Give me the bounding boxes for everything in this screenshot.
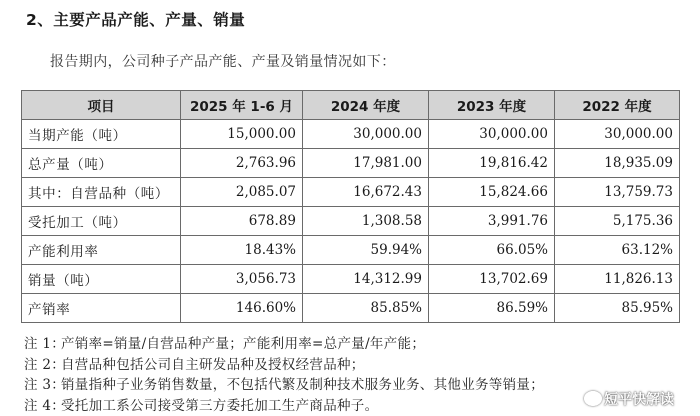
table-cell: 30,000.00: [303, 120, 429, 149]
watermark-text: 短平快解读: [604, 392, 674, 408]
table-cell: 30,000.00: [555, 120, 680, 149]
section-heading: 2、主要产品产能、产量、销量: [26, 8, 245, 30]
table-cell: 11,826.13: [555, 265, 680, 294]
table-row: [22, 265, 680, 294]
capacity-table: [21, 90, 680, 323]
row-label: 当期产能（吨）: [22, 120, 181, 149]
footnote-text: 产销率=销量/自营品种产量；产能利用率=总产量/年产能；: [61, 336, 425, 352]
table-cell: 63.12%: [555, 236, 680, 265]
table-cell: 3,991.76: [429, 207, 555, 236]
table-cell: 13,759.73: [555, 178, 680, 207]
footnote-text: 销量指种子业务销售数量，不包括代繁及制种技术服务业务、其他业务等销量；: [61, 377, 544, 393]
column-header: 项目: [22, 91, 181, 120]
table-row: [22, 236, 680, 265]
footnote-label: 注 1：: [24, 334, 61, 354]
table-cell: 15,824.66: [429, 178, 555, 207]
table-cell: 678.89: [181, 207, 303, 236]
row-label: 总产量（吨）: [22, 149, 181, 178]
column-header: 2025 年 1-6 月: [181, 91, 303, 120]
column-header: 2024 年度: [303, 91, 429, 120]
table-cell: 5,175.36: [555, 207, 680, 236]
table-cell: 14,312.99: [303, 265, 429, 294]
footnote: [24, 396, 544, 416]
row-label: 产能利用率: [22, 236, 181, 265]
row-label: 受托加工（吨）: [22, 207, 181, 236]
table-cell: 1,308.58: [303, 207, 429, 236]
footnotes: [24, 334, 544, 416]
watermark: [584, 389, 674, 409]
intro-text: 报告期内，公司种子产品产能、产量及销量情况如下：: [50, 51, 396, 71]
table-cell: 13,702.69: [429, 265, 555, 294]
row-label: 销量（吨）: [22, 265, 181, 294]
table-cell: 18.43%: [181, 236, 303, 265]
table-cell: 2,763.96: [181, 149, 303, 178]
table-cell: 15,000.00: [181, 120, 303, 149]
table-cell: 146.60%: [181, 294, 303, 323]
table-cell: 66.05%: [429, 236, 555, 265]
table-cell: 2,085.07: [181, 178, 303, 207]
footnote-label: 注 3：: [24, 375, 61, 395]
table-row: [22, 207, 680, 236]
table-cell: 17,981.00: [303, 149, 429, 178]
table-cell: 19,816.42: [429, 149, 555, 178]
footnote-text: 自营品种包括公司自主研发品种及授权经营品种；: [61, 357, 365, 373]
column-header: 2023 年度: [429, 91, 555, 120]
table-header-row: [22, 91, 680, 120]
footnote-label: 注 4：: [24, 396, 61, 416]
footnote: [24, 355, 544, 376]
table-row: [22, 178, 680, 207]
table-cell: 30,000.00: [429, 120, 555, 149]
table-cell: 59.94%: [303, 236, 429, 265]
table-cell: 85.95%: [555, 294, 680, 323]
footnote-label: 注 2：: [24, 355, 61, 375]
column-header: 2022 年度: [555, 91, 680, 120]
row-label: 产销率: [22, 294, 181, 323]
table-cell: 86.59%: [429, 294, 555, 323]
footnote: [24, 334, 544, 355]
table-cell: 85.85%: [303, 294, 429, 323]
weibo-logo-icon: [584, 391, 602, 406]
table-row: [22, 294, 680, 323]
footnote: [24, 375, 544, 396]
row-label: 其中：自营品种（吨）: [22, 178, 181, 207]
footnote-text: 受托加工系公司接受第三方委托加工生产商品种子。: [61, 398, 378, 414]
table-cell: 3,056.73: [181, 265, 303, 294]
table-cell: 16,672.43: [303, 178, 429, 207]
table-row: [22, 149, 680, 178]
table-cell: 18,935.09: [555, 149, 680, 178]
table-row: [22, 120, 680, 149]
